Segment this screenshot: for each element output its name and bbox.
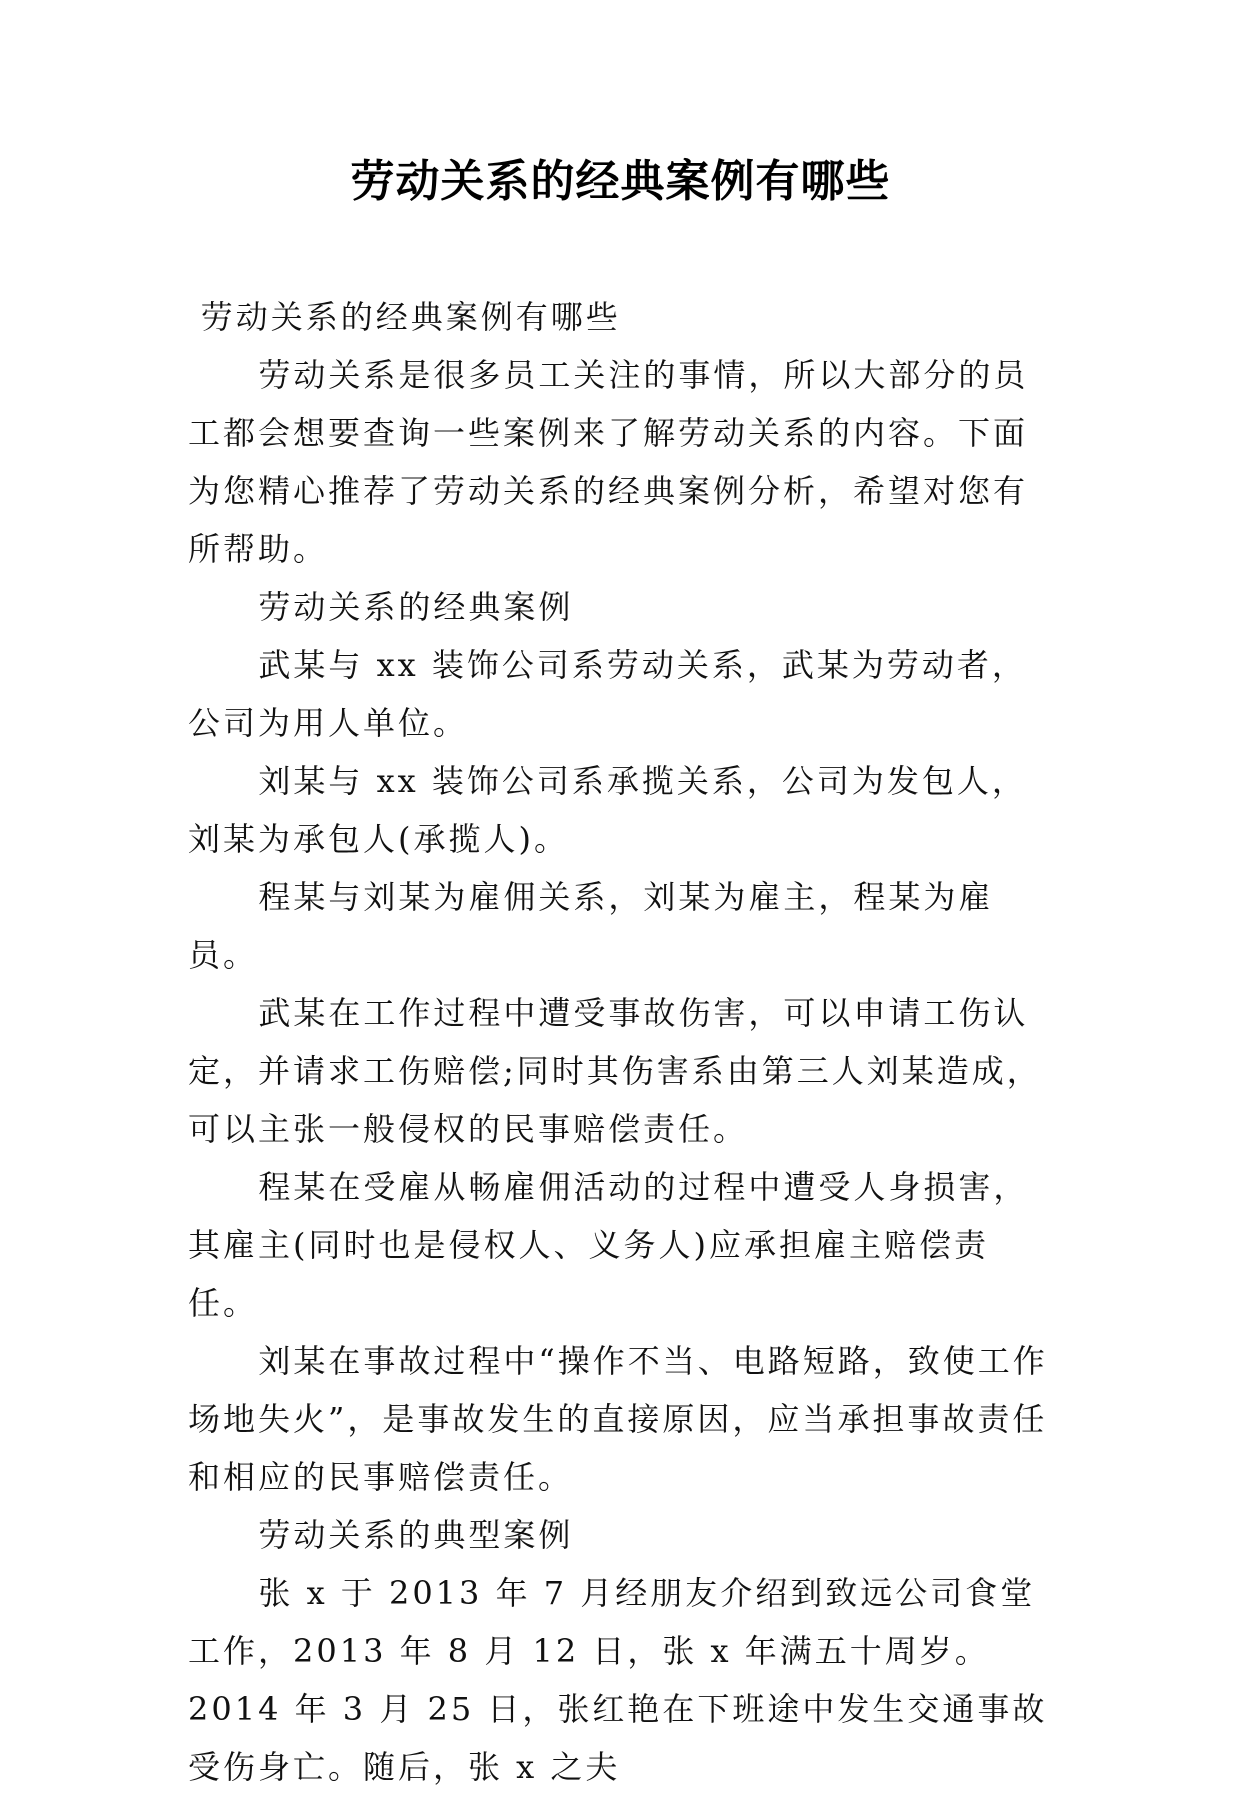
document-body <box>188 288 1048 1796</box>
paragraph: 武某在工作过程中遭受事故伤害，可以申请工伤认定，并请求工伤赔偿;同时其伤害系由第三人刘某造成，可以主张一般侵权的民事赔偿责任。 <box>188 994 1042 1148</box>
section-heading-typical-cases: 劳动关系的典型案例 <box>258 1516 574 1554</box>
section-heading-classic-cases: 劳动关系的经典案例 <box>258 588 574 626</box>
document-title: 劳动关系的经典案例有哪些 <box>350 156 891 207</box>
paragraph: 刘某在事故过程中“操作不当、电路短路，致使工作场地失火”，是事故发生的直接原因，应当承担事故责任和相应的民事赔偿责任。 <box>188 1342 1048 1496</box>
paragraph: 武某与 xx 装饰公司系劳动关系，武某为劳动者，公司为用人单位。 <box>188 646 1027 742</box>
paragraph-subtitle: 劳动关系的经典案例有哪些 <box>200 298 621 336</box>
paragraph: 程某在受雇从畅雇佣活动的过程中遭受人身损害，其雇主(同时也是侵权人、义务人)应承担雇主赔偿责任。 <box>188 1168 1029 1322</box>
paragraph: 张 x 于 2013 年 7 月经朋友介绍到致远公司食堂工作，2013 年 8 月 12 日，张 x 年满五十周岁。2014 年 3 月 25 日，张红艳在下班途中发生交通事故受伤身亡。随后，张 x 之夫 <box>188 1574 1048 1786</box>
paragraph: 程某与刘某为雇佣关系，刘某为雇主，程某为雇员。 <box>188 878 994 974</box>
paragraph: 刘某与 xx 装饰公司系承揽关系，公司为发包人，刘某为承包人(承揽人)。 <box>188 762 1027 858</box>
paragraph-intro: 劳动关系是很多员工关注的事情，所以大部分的员工都会想要查询一些案例来了解劳动关系的内容。下面为您精心推荐了劳动关系的经典案例分析，希望对您有所帮助。 <box>188 356 1029 568</box>
